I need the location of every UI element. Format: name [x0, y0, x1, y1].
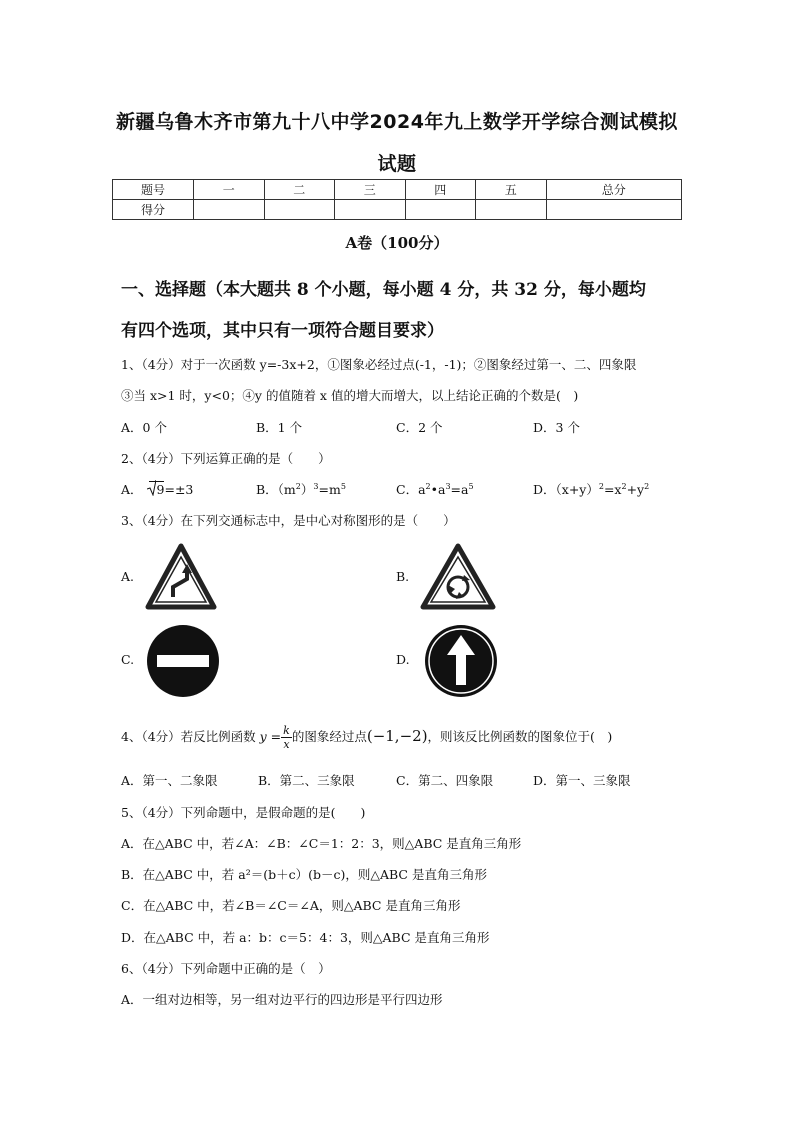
- score-cell: 得分: [113, 200, 194, 220]
- section1-heading-line1: 一、选择题（本大题共 8 个小题，每小题 4 分，共 32 分，每小题均: [121, 280, 646, 300]
- q5-option-d[interactable]: D．在△ABC 中，若 a：b：c＝5：4：3，则△ABC 是直角三角形: [121, 930, 490, 945]
- q1-option-a[interactable]: A．0 个: [121, 420, 167, 435]
- q5-option-b[interactable]: B．在△ABC 中，若 a²＝(b＋c）(b－c)，则△ABC 是直角三角形: [121, 867, 487, 882]
- score-cell: 三: [335, 180, 406, 200]
- q4-frac-den: x: [283, 738, 290, 751]
- exponent: 5: [340, 481, 346, 491]
- score-cell: 五: [476, 180, 547, 200]
- score-table: [112, 179, 682, 220]
- q1-option-c[interactable]: C．2 个: [396, 420, 443, 435]
- q5-stem: 5、（4分）下列命题中，是假命题的是( ): [121, 805, 366, 820]
- score-cell: 一: [194, 180, 265, 200]
- paper-a-heading: A卷（100分）: [345, 234, 449, 252]
- score-input-cell[interactable]: [476, 200, 547, 220]
- q1-option-d[interactable]: D．3 个: [533, 420, 580, 435]
- section1-heading-line2: 有四个选项，其中只有一项符合题目要求）: [121, 321, 444, 341]
- q4-frac-num: k: [283, 724, 290, 737]
- no-entry-sign-icon[interactable]: [145, 623, 221, 699]
- q1-stem-line1: 1、（4分）对于一次函数 y=-3x+2，①图象必经过点(-1，-1)；②图象经过第一、二、四象限: [121, 357, 637, 372]
- score-cell: 总分: [546, 180, 682, 200]
- q3-option-b-label[interactable]: B.: [396, 569, 410, 584]
- q4-option-c[interactable]: C．第二、四象限: [396, 773, 494, 788]
- q2-option-c-part: •a: [430, 482, 446, 497]
- score-cell: 二: [264, 180, 335, 200]
- score-input-cell[interactable]: [405, 200, 476, 220]
- q4-fraction: [281, 724, 292, 751]
- score-input-cell[interactable]: [194, 200, 265, 220]
- q3-option-c-label[interactable]: C.: [121, 652, 135, 667]
- score-input-cell[interactable]: [546, 200, 682, 220]
- q4-option-d[interactable]: D．第一、三象限: [533, 773, 631, 788]
- exponent: 2: [425, 481, 431, 491]
- page-title-line1: 新疆乌鲁木齐市第九十八中学2024年九上数学开学综合测试模拟: [116, 111, 678, 133]
- q2-option-a-radicand: 9: [156, 482, 165, 497]
- q2-option-d[interactable]: [533, 480, 649, 498]
- q2-option-c[interactable]: [396, 480, 474, 498]
- exponent: 5: [468, 481, 474, 491]
- q3-option-d-label[interactable]: D.: [396, 652, 410, 667]
- q2-option-b-part: ）: [300, 482, 314, 497]
- q5-option-c[interactable]: C．在△ABC 中，若∠B＝∠C＝∠A，则△ABC 是直角三角形: [121, 898, 461, 913]
- score-table-header-row: [113, 180, 682, 200]
- straight-ahead-sign-icon[interactable]: [423, 623, 499, 699]
- q2-option-c-part: C．a: [396, 482, 426, 497]
- winding-road-sign-icon[interactable]: [145, 543, 217, 611]
- q2-option-a[interactable]: [121, 480, 193, 498]
- q2-option-d-part: +y: [626, 482, 645, 497]
- score-input-cell[interactable]: [264, 200, 335, 220]
- exponent: 2: [644, 481, 650, 491]
- q4-stem-prefix: 4、（4分）若反比例函数: [121, 729, 260, 744]
- q3-option-a-label[interactable]: A.: [121, 569, 135, 584]
- score-input-cell[interactable]: [335, 200, 406, 220]
- roundabout-sign-icon[interactable]: [420, 543, 496, 611]
- q2-option-c-part: =a: [450, 482, 469, 497]
- score-cell: 四: [405, 180, 476, 200]
- q2-option-a-prefix: A．: [121, 482, 143, 497]
- q2-option-d-part: D．（x+y）: [533, 482, 599, 497]
- q5-option-a[interactable]: A．在△ABC 中，若∠A：∠B：∠C＝1：2：3，则△ABC 是直角三角形: [121, 836, 522, 851]
- q2-stem: 2、（4分）下列运算正确的是（ ）: [121, 451, 331, 466]
- sqrt-icon: [149, 481, 165, 497]
- page-title-line2: 试题: [377, 153, 417, 175]
- exponent: 2: [295, 481, 301, 491]
- q6-stem: 6、（4分）下列命题中正确的是（ ）: [121, 961, 331, 976]
- q4-stem-middle: 的图象经过点: [291, 729, 367, 744]
- q2-option-a-rest: =±3: [164, 482, 194, 497]
- q4-option-b[interactable]: B．第二、三象限: [258, 773, 355, 788]
- exponent: 2: [621, 481, 627, 491]
- q1-stem-line2: ③当 x>1 时，y<0；④y 的值随着 x 值的增大而增大，以上结论正确的个数是( ): [121, 388, 579, 403]
- exponent: 3: [445, 481, 451, 491]
- q1-option-b[interactable]: B．1 个: [256, 420, 303, 435]
- radical-sign-icon: [147, 480, 156, 496]
- q2-option-b[interactable]: [256, 480, 346, 498]
- q4-point: (−1,−2): [366, 727, 428, 745]
- q4-option-a[interactable]: A．第一、二象限: [121, 773, 218, 788]
- q2-option-b-part: B．（m: [256, 482, 296, 497]
- q6-option-a[interactable]: A．一组对边相等，另一组对边平行的四边形是平行四边形: [121, 992, 443, 1007]
- exponent: 2: [598, 481, 604, 491]
- score-table-score-row: [113, 200, 682, 220]
- exponent: 3: [313, 481, 319, 491]
- q2-option-b-part: =m: [318, 482, 341, 497]
- q4-y-eq: y =: [259, 729, 282, 744]
- score-cell: 题号: [113, 180, 194, 200]
- q2-option-d-part: =x: [603, 482, 622, 497]
- q3-stem: 3、（4分）在下列交通标志中，是中心对称图形的是（ ）: [121, 513, 456, 528]
- q4-stem: [121, 724, 612, 751]
- q4-stem-suffix: ，则该反比例函数的图象位于( ): [427, 729, 613, 744]
